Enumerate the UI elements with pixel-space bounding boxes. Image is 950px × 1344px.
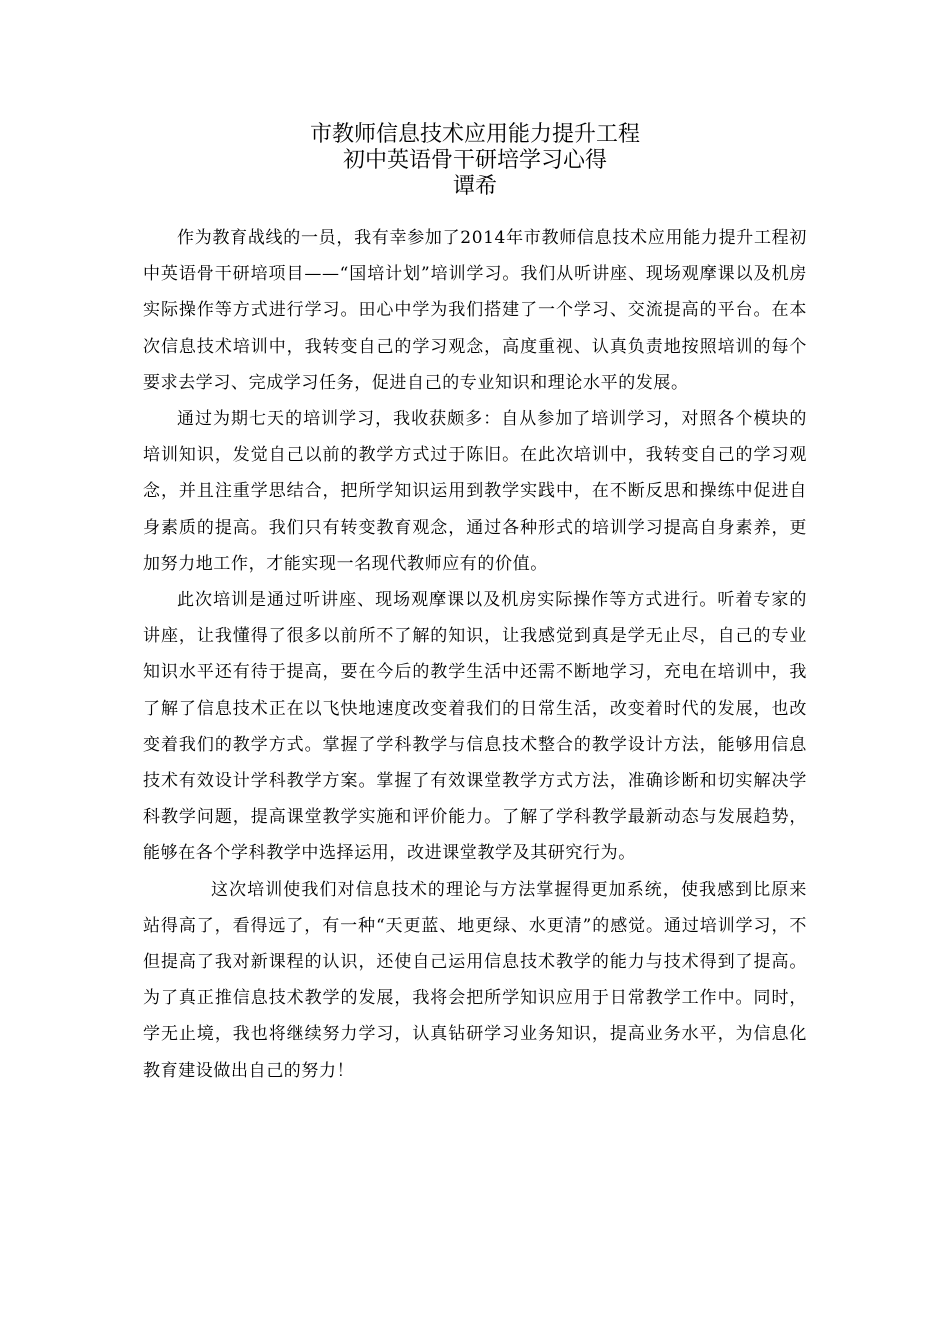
- paragraph-3: 此次培训是通过听讲座、现场观摩课以及机房实际操作等方式进行。听着专家的讲座，让我懂得了很多以前所不了解的知识，让我感觉到真是学无止尽，自己的专业知识水平还有待于提高，要在今后的教学生活中还需不断地学习，充电在培训中，我了解了信息技术正在以飞快地速度改变着我们的日常生活，改变着时代的发展，也改变着我们的教学方式。掌握了学科教学与信息技术整合的教学设计方法，能够用信息技术有效设计学科教学方案。掌握了有效课堂教学方式方法，准确诊断和切实解决学科教学问题，提高课堂教学实施和评价能力。了解了学科教学最新动态与发展趋势，能够在各个学科教学中选择运用，改进课堂教学及其研究行为。: [143, 590, 807, 864]
- author-name: 谭希: [452, 174, 497, 199]
- document-body: [143, 220, 807, 1089]
- document-subtitle: 初中英语骨干研培学习心得: [342, 148, 607, 173]
- paragraph-2: 通过为期七天的培训学习，我收获颇多：自从参加了培训学习，对照各个模块的培训知识，发觉自己以前的教学方式过于陈旧。在此次培训中，我转变自己的学习观念，并且注重学思结合，把所学知识运用到教学实践中，在不断反思和操练中促进自身素质的提高。我们只有转变教育观念，通过各种形式的培训学习提高自身素养，更加努力地工作，才能实现一名现代教师应有的价值。: [143, 409, 807, 574]
- document-title: 市教师信息技术应用能力提升工程: [309, 122, 640, 147]
- title-block: [0, 122, 950, 200]
- paragraph-1: 作为教育战线的一员，我有幸参加了2014年市教师信息技术应用能力提升工程初中英语骨干研培项目——“国培计划”培训学习。我们从听讲座、现场观摩课以及机房实际操作等方式进行学习。田心中学为我们搭建了一个学习、交流提高的平台。在本次信息技术培训中，我转变自己的学习观念，高度重视、认真负责地按照培训的每个要求去学习、完成学习任务，促进自己的专业知识和理论水平的发展。: [143, 228, 807, 393]
- paragraph-4: 这次培训使我们对信息技术的理论与方法掌握得更加系统，使我感到比原来站得高了，看得远了，有一种“天更蓝、地更绿、水更清”的感觉。通过培训学习，不但提高了我对新课程的认识，还使自己运用信息技术教学的能力与技术得到了提高。为了真正推信息技术教学的发展，我将会把所学知识应用于日常教学工作中。同时，学无止境，我也将继续努力学习，认真钻研学习业务知识，提高业务水平，为信息化教育建设做出自己的努力！: [143, 879, 807, 1081]
